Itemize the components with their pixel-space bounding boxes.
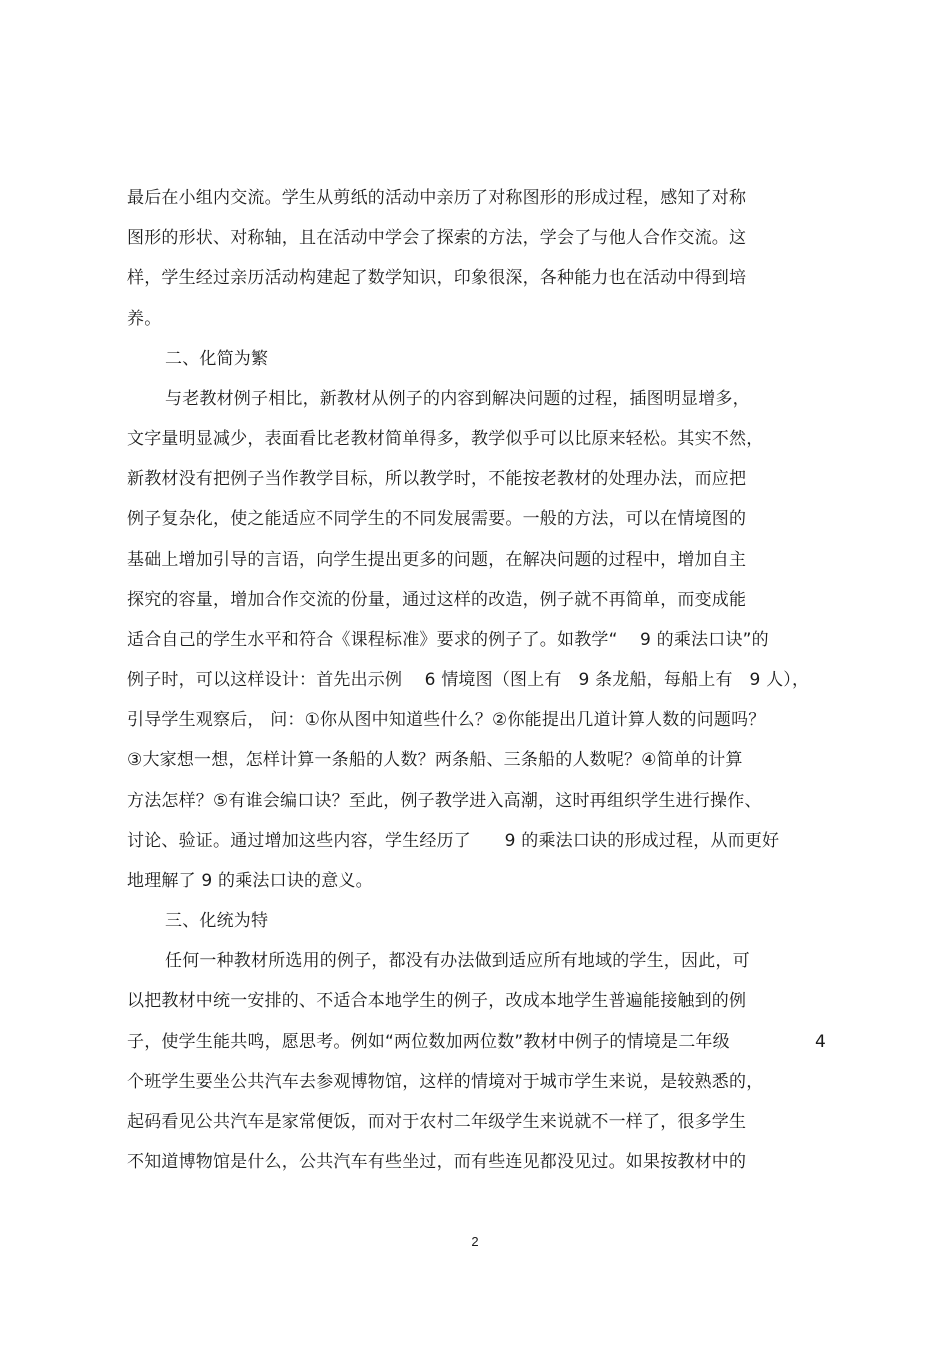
text-line: 新教材没有把例子当作教学目标，所以教学时，不能按老教材的处理办法，而应把 bbox=[127, 469, 747, 489]
text-line: 图形的形状、对称轴，且在活动中学会了探索的方法，学会了与他人合作交流。这 bbox=[127, 228, 747, 248]
stray-digit: 4 bbox=[815, 1032, 826, 1052]
text-line: 基础上增加引导的言语，向学生提出更多的问题，在解决问题的过程中，增加自主 bbox=[127, 550, 747, 570]
section-heading: 二、化简为繁 bbox=[165, 349, 269, 369]
text-line: 最后在小组内交流。学生从剪纸的活动中亲历了对称图形的形成过程，感知了对称 bbox=[127, 188, 747, 208]
text-line: 起码看见公共汽车是家常便饭，而对于农村二年级学生来说就不一样了，很多学生 bbox=[127, 1112, 747, 1132]
text-line: 养。 bbox=[127, 309, 162, 329]
text-line: 例子复杂化，使之能适应不同学生的不同发展需要。一般的方法，可以在情境图的 bbox=[127, 509, 747, 529]
text-line: 讨论、验证。通过增加这些内容，学生经历了 9 的乘法口诀的形成过程，从而更好 bbox=[127, 831, 780, 851]
text-line: 任何一种教材所选用的例子，都没有办法做到适应所有地域的学生，因此，可 bbox=[165, 951, 750, 971]
text-line: 适合自己的学生水平和符合《课程标准》要求的例子了。如教学“ 9 的乘法口诀”的 bbox=[127, 630, 769, 650]
text-line: 文字量明显减少，表面看比老教材简单得多，教学似乎可以比原来轻松。其实不然， bbox=[127, 429, 764, 449]
text-line: 地理解了 9 的乘法口诀的意义。 bbox=[127, 871, 373, 891]
text-line: ③大家想一想，怎样计算一条船的人数？两条船、三条船的人数呢？④简单的计算 bbox=[127, 750, 743, 770]
section-heading: 三、化统为特 bbox=[165, 911, 269, 931]
text-line: 个班学生要坐公共汽车去参观博物馆，这样的情境对于城市学生来说，是较熟悉的， bbox=[127, 1072, 764, 1092]
text-line: 以把教材中统一安排的、不适合本地学生的例子，改成本地学生普遍能接触到的例 bbox=[127, 991, 747, 1011]
text-line: 探究的容量，增加合作交流的份量，通过这样的改造，例子就不再简单，而变成能 bbox=[127, 590, 747, 610]
text-line: 方法怎样？⑤有谁会编口诀？至此，例子教学进入高潮，这时再组织学生进行操作、 bbox=[127, 791, 762, 811]
text-line: 子，使学生能共鸣，愿思考。例如“两位数加两位数”教材中例子的情境是二年级 bbox=[127, 1032, 730, 1052]
text-line: 不知道博物馆是什么，公共汽车有些坐过，而有些连见都没见过。如果按教材中的 bbox=[127, 1152, 747, 1172]
text-line: 例子时，可以这样设计：首先出示例 6 情境图（图上有 9 条龙船，每船上有 9 人）， bbox=[127, 670, 810, 690]
text-line: 样，学生经过亲历活动构建起了数学知识，印象很深，各种能力也在活动中得到培 bbox=[127, 268, 747, 288]
text-line: 引导学生观察后， 问：①你从图中知道些什么？②你能提出几道计算人数的问题吗？ bbox=[127, 710, 766, 730]
page-number: 2 bbox=[471, 1234, 479, 1249]
text-line: 与老教材例子相比，新教材从例子的内容到解决问题的过程，插图明显增多， bbox=[165, 389, 750, 409]
